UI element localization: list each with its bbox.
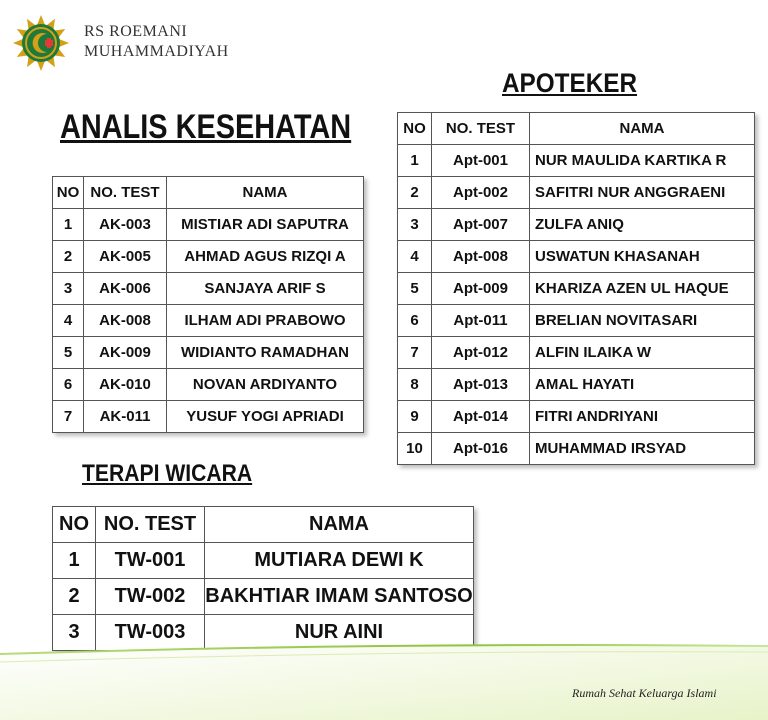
cell-name: AHMAD AGUS RIZQI A	[167, 241, 364, 273]
cell-no: 5	[53, 337, 84, 369]
cell-no: 6	[53, 369, 84, 401]
cell-no: 6	[398, 305, 432, 337]
table-row	[53, 401, 364, 433]
table-row	[53, 273, 364, 305]
cell-test: AK-003	[84, 209, 167, 241]
cell-no: 7	[53, 401, 84, 433]
cell-test: Apt-016	[432, 433, 530, 465]
cell-test: TW-003	[96, 615, 205, 651]
header-no-test: NO. TEST	[96, 507, 205, 543]
cell-no: 2	[398, 177, 432, 209]
cell-test: Apt-011	[432, 305, 530, 337]
cell-name: NUR AINI	[205, 615, 474, 651]
cell-name: KHARIZA AZEN UL HAQUE	[530, 273, 755, 305]
table-row	[398, 337, 755, 369]
cell-test: Apt-009	[432, 273, 530, 305]
header-nama: NAMA	[530, 113, 755, 145]
header-nama: NAMA	[205, 507, 474, 543]
org-name-line1: RS ROEMANI	[84, 23, 188, 40]
cell-name: USWATUN KHASANAH	[530, 241, 755, 273]
apoteker-table	[397, 112, 755, 465]
terapi-wicara-table	[52, 506, 474, 651]
cell-test: TW-002	[96, 579, 205, 615]
cell-test: Apt-008	[432, 241, 530, 273]
cell-test: Apt-012	[432, 337, 530, 369]
cell-test: Apt-001	[432, 145, 530, 177]
cell-no: 9	[398, 401, 432, 433]
footer-green-swoosh	[0, 640, 768, 720]
table-header-row	[53, 177, 364, 209]
cell-test: TW-001	[96, 543, 205, 579]
footer-tagline: Rumah Sehat Keluarga Islami	[572, 686, 717, 700]
cell-no: 7	[398, 337, 432, 369]
analis-kesehatan-heading: ANALIS KESEHATAN	[60, 108, 352, 146]
cell-test: AK-009	[84, 337, 167, 369]
header-no: NO	[398, 113, 432, 145]
cell-name: NOVAN ARDIYANTO	[167, 369, 364, 401]
table-row	[398, 369, 755, 401]
cell-no: 3	[53, 615, 96, 651]
cell-no: 2	[53, 579, 96, 615]
cell-no: 3	[398, 209, 432, 241]
cell-test: AK-010	[84, 369, 167, 401]
table-row	[53, 337, 364, 369]
table-row	[53, 543, 474, 579]
table-row	[398, 241, 755, 273]
cell-test: AK-011	[84, 401, 167, 433]
cell-test: Apt-007	[432, 209, 530, 241]
cell-no: 1	[53, 209, 84, 241]
table-header-row	[53, 507, 474, 543]
cell-name: BAKHTIAR IMAM SANTOSO	[205, 579, 474, 615]
hospital-logo	[12, 14, 70, 72]
cell-name: NUR MAULIDA KARTIKA R	[530, 145, 755, 177]
cell-no: 5	[398, 273, 432, 305]
table-row	[398, 305, 755, 337]
cell-test: AK-008	[84, 305, 167, 337]
table-row	[398, 145, 755, 177]
table-row	[53, 209, 364, 241]
cell-test: Apt-002	[432, 177, 530, 209]
analis-kesehatan-table	[52, 176, 364, 433]
cell-no: 2	[53, 241, 84, 273]
cell-name: FITRI ANDRIYANI	[530, 401, 755, 433]
cell-no: 3	[53, 273, 84, 305]
cell-test: Apt-014	[432, 401, 530, 433]
cell-name: MUTIARA DEWI K	[205, 543, 474, 579]
cell-no: 8	[398, 369, 432, 401]
cell-name: SAFITRI NUR ANGGRAENI	[530, 177, 755, 209]
table-row	[53, 241, 364, 273]
cell-name: SANJAYA ARIF S	[167, 273, 364, 305]
cell-name: ZULFA ANIQ	[530, 209, 755, 241]
table-row	[398, 273, 755, 305]
header-no-test: NO. TEST	[84, 177, 167, 209]
table-row	[53, 369, 364, 401]
cell-test: Apt-013	[432, 369, 530, 401]
cell-name: ALFIN ILAIKA W	[530, 337, 755, 369]
table-row	[398, 177, 755, 209]
cell-no: 4	[53, 305, 84, 337]
cell-name: AMAL HAYATI	[530, 369, 755, 401]
cell-name: BRELIAN NOVITASARI	[530, 305, 755, 337]
cell-test: AK-006	[84, 273, 167, 305]
terapi-wicara-heading: TERAPI WICARA	[82, 460, 253, 487]
header-no: NO	[53, 177, 84, 209]
table-header-row	[398, 113, 755, 145]
cell-no: 1	[53, 543, 96, 579]
cell-name: YUSUF YOGI APRIADI	[167, 401, 364, 433]
cell-name: MUHAMMAD IRSYAD	[530, 433, 755, 465]
cell-no: 4	[398, 241, 432, 273]
org-name-line2: MUHAMMADIYAH	[84, 43, 229, 60]
header-nama: NAMA	[167, 177, 364, 209]
apoteker-heading: APOTEKER	[502, 68, 638, 98]
cell-name: WIDIANTO RAMADHAN	[167, 337, 364, 369]
cell-no: 1	[398, 145, 432, 177]
header-no: NO	[53, 507, 96, 543]
cell-test: AK-005	[84, 241, 167, 273]
table-row	[53, 305, 364, 337]
organization-name	[84, 22, 229, 62]
table-row	[53, 579, 474, 615]
cell-name: ILHAM ADI PRABOWO	[167, 305, 364, 337]
cell-no: 10	[398, 433, 432, 465]
cell-name: MISTIAR ADI SAPUTRA	[167, 209, 364, 241]
table-row	[398, 433, 755, 465]
table-row	[398, 209, 755, 241]
table-row	[398, 401, 755, 433]
header-no-test: NO. TEST	[432, 113, 530, 145]
